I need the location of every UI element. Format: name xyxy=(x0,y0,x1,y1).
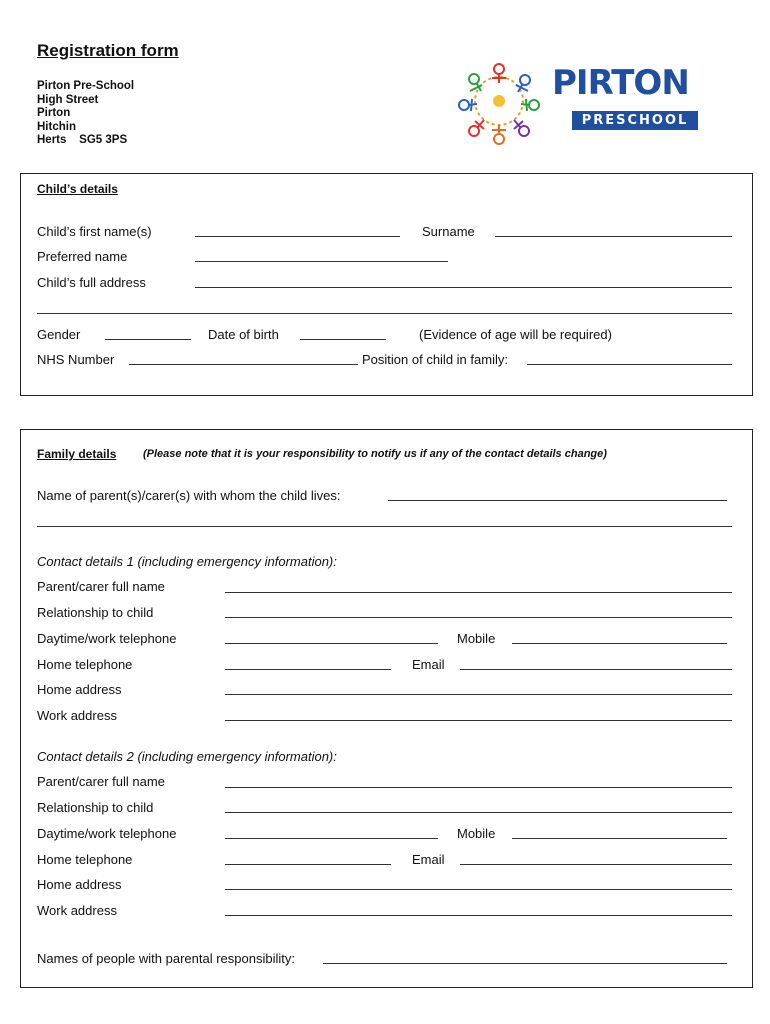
contact-2-mobile-label: Mobile xyxy=(457,826,496,841)
contact-2-home-address-label: Home address xyxy=(37,877,122,892)
nhs-number-field[interactable] xyxy=(129,364,358,365)
contact-1-mobile-field[interactable] xyxy=(512,643,727,644)
address-line: Pirton xyxy=(37,107,71,120)
contact-2-heading: Contact details 2 (including emergency information): xyxy=(37,749,337,764)
child-address-label: Child’s full address xyxy=(37,275,146,290)
contact-1-work-address-label: Work address xyxy=(37,708,117,723)
child-address-field-line2[interactable] xyxy=(37,313,732,314)
position-in-family-label: Position of child in family: xyxy=(362,352,508,367)
contact-1-heading: Contact details 1 (including emergency information): xyxy=(37,554,337,569)
first-name-field[interactable] xyxy=(195,236,400,237)
dob-label: Date of birth xyxy=(208,327,279,342)
family-details-section xyxy=(20,429,753,988)
contact-2-mobile-field[interactable] xyxy=(512,838,727,839)
contact-2-daytime-field[interactable] xyxy=(225,838,438,839)
contact-2-full-name-label: Parent/carer full name xyxy=(37,774,165,789)
nhs-number-label: NHS Number xyxy=(37,352,115,367)
contact-2-daytime-label: Daytime/work telephone xyxy=(37,826,177,841)
first-name-label: Child’s first name(s) xyxy=(37,224,152,239)
evidence-note: (Evidence of age will be required) xyxy=(419,327,612,342)
contact-2-home-tel-field[interactable] xyxy=(225,864,391,865)
child-details-heading: Child’s details xyxy=(37,182,118,196)
contact-2-relationship-field[interactable] xyxy=(225,812,732,813)
family-details-note: (Please note that it is your responsibility to notify us if any of the contact details change) xyxy=(143,448,607,460)
contact-1-daytime-field[interactable] xyxy=(225,643,438,644)
child-address-field[interactable] xyxy=(195,287,732,288)
contact-1-relationship-field[interactable] xyxy=(225,617,732,618)
parents-lives-field-line2[interactable] xyxy=(37,526,732,527)
page-title: Registration form xyxy=(37,41,179,60)
address-line: High Street xyxy=(37,93,99,106)
family-details-heading: Family details xyxy=(37,447,117,461)
parents-lives-field[interactable] xyxy=(388,500,727,501)
gender-label: Gender xyxy=(37,327,81,342)
contact-1-relationship-label: Relationship to child xyxy=(37,605,154,620)
logo-word: PIRTON xyxy=(552,63,689,103)
parents-lives-label: Name of parent(s)/carer(s) with whom the child lives: xyxy=(37,488,341,503)
contact-1-home-tel-label: Home telephone xyxy=(37,657,133,672)
contact-2-email-field[interactable] xyxy=(460,864,732,865)
parental-responsibility-field[interactable] xyxy=(323,963,727,964)
contact-2-full-name-field[interactable] xyxy=(225,787,732,788)
surname-label: Surname xyxy=(422,224,475,239)
contact-1-home-tel-field[interactable] xyxy=(225,669,391,670)
logo-subword: PRESCHOOL xyxy=(572,111,698,130)
gender-field[interactable] xyxy=(105,339,191,340)
contact-2-home-address-field[interactable] xyxy=(225,889,732,890)
contact-2-work-address-field[interactable] xyxy=(225,915,732,916)
address-line: Hitchin xyxy=(37,120,76,133)
contact-2-work-address-label: Work address xyxy=(37,903,117,918)
preferred-name-label: Preferred name xyxy=(37,249,128,264)
contact-1-email-label: Email xyxy=(412,657,445,672)
pirton-preschool-logo xyxy=(448,55,704,147)
parental-responsibility-label: Names of people with parental responsibility: xyxy=(37,951,295,966)
contact-1-home-address-field[interactable] xyxy=(225,694,732,695)
position-in-family-field[interactable] xyxy=(527,364,732,365)
contact-1-full-name-label: Parent/carer full name xyxy=(37,579,165,594)
surname-field[interactable] xyxy=(495,236,732,237)
contact-1-daytime-label: Daytime/work telephone xyxy=(37,631,177,646)
contact-1-mobile-label: Mobile xyxy=(457,631,496,646)
school-address xyxy=(37,80,134,148)
contact-2-home-tel-label: Home telephone xyxy=(37,852,133,867)
address-line: Herts SG5 3PS xyxy=(37,134,128,147)
contact-2-email-label: Email xyxy=(412,852,445,867)
address-line: Pirton Pre-School xyxy=(37,80,135,92)
contact-1-home-address-label: Home address xyxy=(37,682,122,697)
contact-2-relationship-label: Relationship to child xyxy=(37,800,154,815)
dob-field[interactable] xyxy=(300,339,386,340)
contact-1-email-field[interactable] xyxy=(460,669,732,670)
contact-1-full-name-field[interactable] xyxy=(225,592,732,593)
contact-1-work-address-field[interactable] xyxy=(225,720,732,721)
preferred-name-field[interactable] xyxy=(195,261,448,262)
